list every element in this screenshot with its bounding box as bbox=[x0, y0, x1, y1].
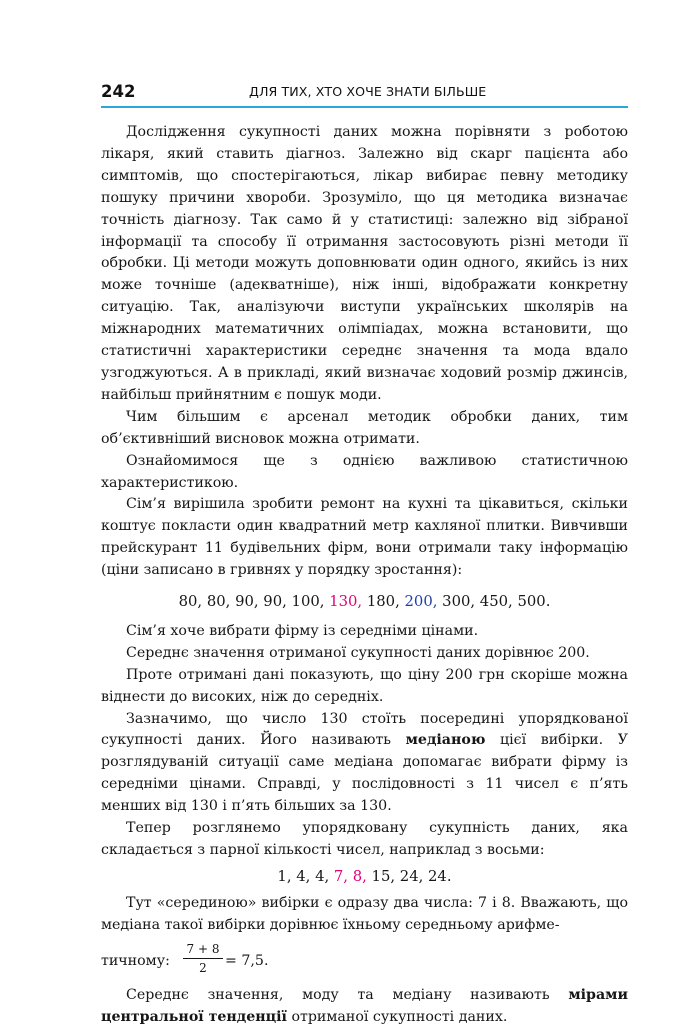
paragraph: Середнє значення отриманої сукупності даних дорівнює 200. bbox=[126, 644, 590, 661]
paragraph: Проте отримані дані показують, що ціну 200 грн скоріше можна віднести до високих, ніж до середніх. bbox=[101, 666, 628, 705]
paragraph: Чим більшим є арсенал методик обробки даних, тим об’єктивніший висновок можна отримати. bbox=[101, 408, 628, 447]
formula-text: 15, 24, 24. bbox=[366, 867, 452, 885]
fraction-label: тичному: bbox=[101, 952, 170, 969]
paragraph bbox=[101, 709, 628, 819]
page-header bbox=[101, 80, 628, 108]
term-central-tendency: мірами центральної тенденції bbox=[101, 986, 628, 1025]
formula-text: 1, 4, 4, bbox=[277, 867, 334, 885]
median-value-highlight: 130, bbox=[329, 593, 363, 611]
paragraph: Сім’я вирішила зробити ремонт на кухні та цікавиться, скільки коштує покласти один квадратний метр кахляної плитки. Вивчивши прейскурант 11 будівельних фірм, вони отримали таку інформацію (ціни записано в гривнях у порядку зростання): bbox=[101, 496, 628, 579]
running-title: ДЛЯ ТИХ, ХТО ХОЧЕ ЗНАТИ БІЛЬШЕ bbox=[249, 84, 487, 99]
fraction bbox=[183, 940, 223, 977]
middle-values-highlight: 7, 8, bbox=[333, 867, 367, 885]
paragraph-text: Середнє значення, моду та медіану називають bbox=[126, 986, 569, 1003]
paragraph-text: отриманої сукупності даних. bbox=[286, 1008, 508, 1025]
term-median: медіаною bbox=[405, 732, 486, 749]
price-list-formula bbox=[101, 591, 628, 613]
body-text bbox=[101, 122, 628, 1028]
even-sample-formula bbox=[101, 866, 628, 888]
fraction-result: = 7,5. bbox=[225, 952, 269, 969]
formula-text: 300, 450, 500. bbox=[437, 593, 551, 611]
mean-value-highlight: 200, bbox=[404, 593, 438, 611]
paragraph bbox=[101, 985, 628, 1029]
fraction-line bbox=[101, 943, 628, 979]
fraction-numerator: 7 + 8 bbox=[183, 940, 223, 959]
formula-text: 80, 80, 90, 90, 100, bbox=[178, 593, 330, 611]
paragraph-text: цієї вибірки. У розглядуваній ситуації саме медіана допомагає вибрати фірму із середніми цінами. Справді, у послідовності з 11 чисел є п’ять менших від 130 і п’ять більших за 130. bbox=[101, 732, 628, 815]
paragraph: Тепер розглянемо упорядковану сукупність даних, яка складається з парної кількості чисел, наприклад з восьми: bbox=[101, 820, 628, 858]
paragraph: Сім’я хоче вибрати фірму із середніми цінами. bbox=[126, 622, 479, 639]
page-number: 242 bbox=[101, 82, 136, 101]
paragraph: Тут «серединою» вибірки є одразу два числа: 7 і 8. Вважають, що медіана такої вибірки дорівнює їхньому середньому арифме- bbox=[101, 894, 628, 933]
paragraph: Ознайомимося ще з однією важливою статистичною характеристикою. bbox=[101, 452, 628, 491]
fraction-denominator: 2 bbox=[199, 960, 207, 975]
paragraph-text: Зазначимо, що число 130 стоїть посередині упорядкованої сукупності даних. Його називають bbox=[101, 710, 628, 749]
paragraph: Дослідження сукупності даних можна порівняти з роботою лікаря, який ставить діагноз. Залежно від скарг пацієнта або симптомів, що спостерігаються, лікар вибирає певну методику пошуку причини хвороби. Зрозуміло, що ця методика визначає точність діагнозу. Так само й у статистиці: залежно від зібраної інформації та способу її отримання застосовують різні методи її обробки. Ці методи можуть доповнювати один одного, якийсь із них може точніше (адекватніше), ніж інші, відображати конкретну ситуацію. Так, аналізуючи виступи українських школярів на міжнародних математичних олімпіадах, можна встановити, що статистичні характеристики середнє значення та мода вдало узгоджуються. А в прикладі, який визначає ходовий розмір джинсів, найбільш прийнятним є пошук моди. bbox=[101, 124, 628, 403]
formula-text: 180, bbox=[362, 593, 405, 611]
